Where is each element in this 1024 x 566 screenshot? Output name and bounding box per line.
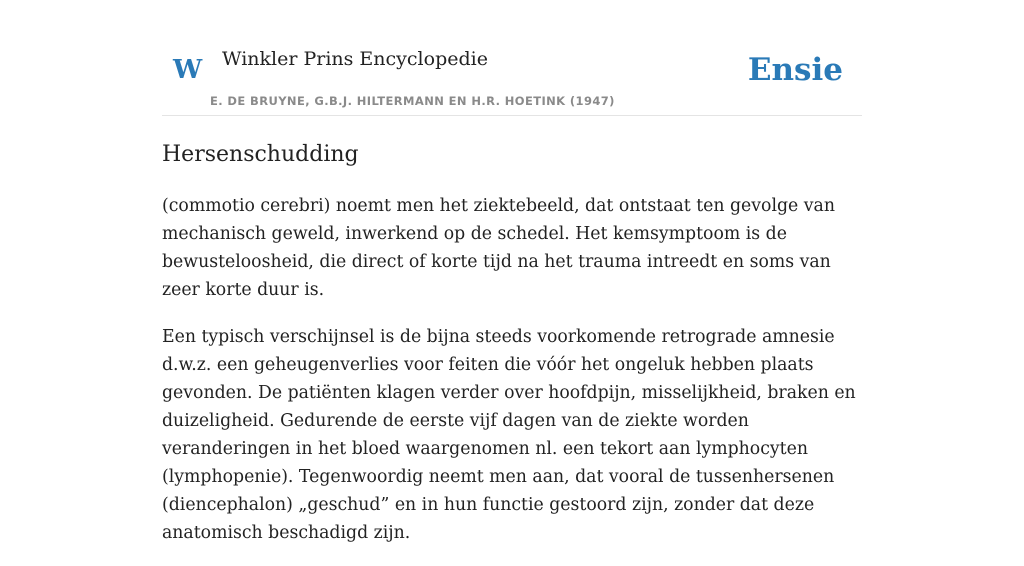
header-divider (162, 115, 862, 116)
encyclopedia-logo[interactable]: W (173, 55, 203, 85)
article-paragraph: (commotio cerebri) noemt men het ziektebeeld, dat ontstaat ten gevolge van mechanisch geweld, inwerkend op de schedel. Het kemsymptoom is de bewusteloosheid, die direct of korte tijd na het trauma intreedt en soms van zeer korte duur is. (162, 196, 835, 300)
article-title: Hersenschudding (162, 142, 359, 167)
article-paragraph: Een typisch verschijnsel is de bijna steeds voorkomende retrograde amnesie d.w.z. een geheugenverlies voor feiten die vóór het ongeluk hebben plaats gevonden. De patiënten klagen verder over hoofdpijn, misselijkheid, braken en duizeligheid. Gedurende de eerste vijf dagen van de ziekte worden veranderingen in het bloed waargenomen nl. een tekort aan lymphocyten (lymphopenie). Tegenwoordig neemt men aan, dat vooral de tussenhersenen (diencephalon) „geschud” en in hun functie gestoord zijn, zonder dat deze anatomisch beschadigd zijn. (162, 327, 856, 543)
article-body (162, 192, 862, 566)
book-authors: E. DE BRUYNE, G.B.J. HILTERMANN EN H.R. HOETINK (1947) (210, 94, 615, 108)
book-title[interactable]: Winkler Prins Encyclopedie (222, 48, 488, 70)
ensie-brand-logo[interactable]: Ensie (747, 52, 843, 88)
